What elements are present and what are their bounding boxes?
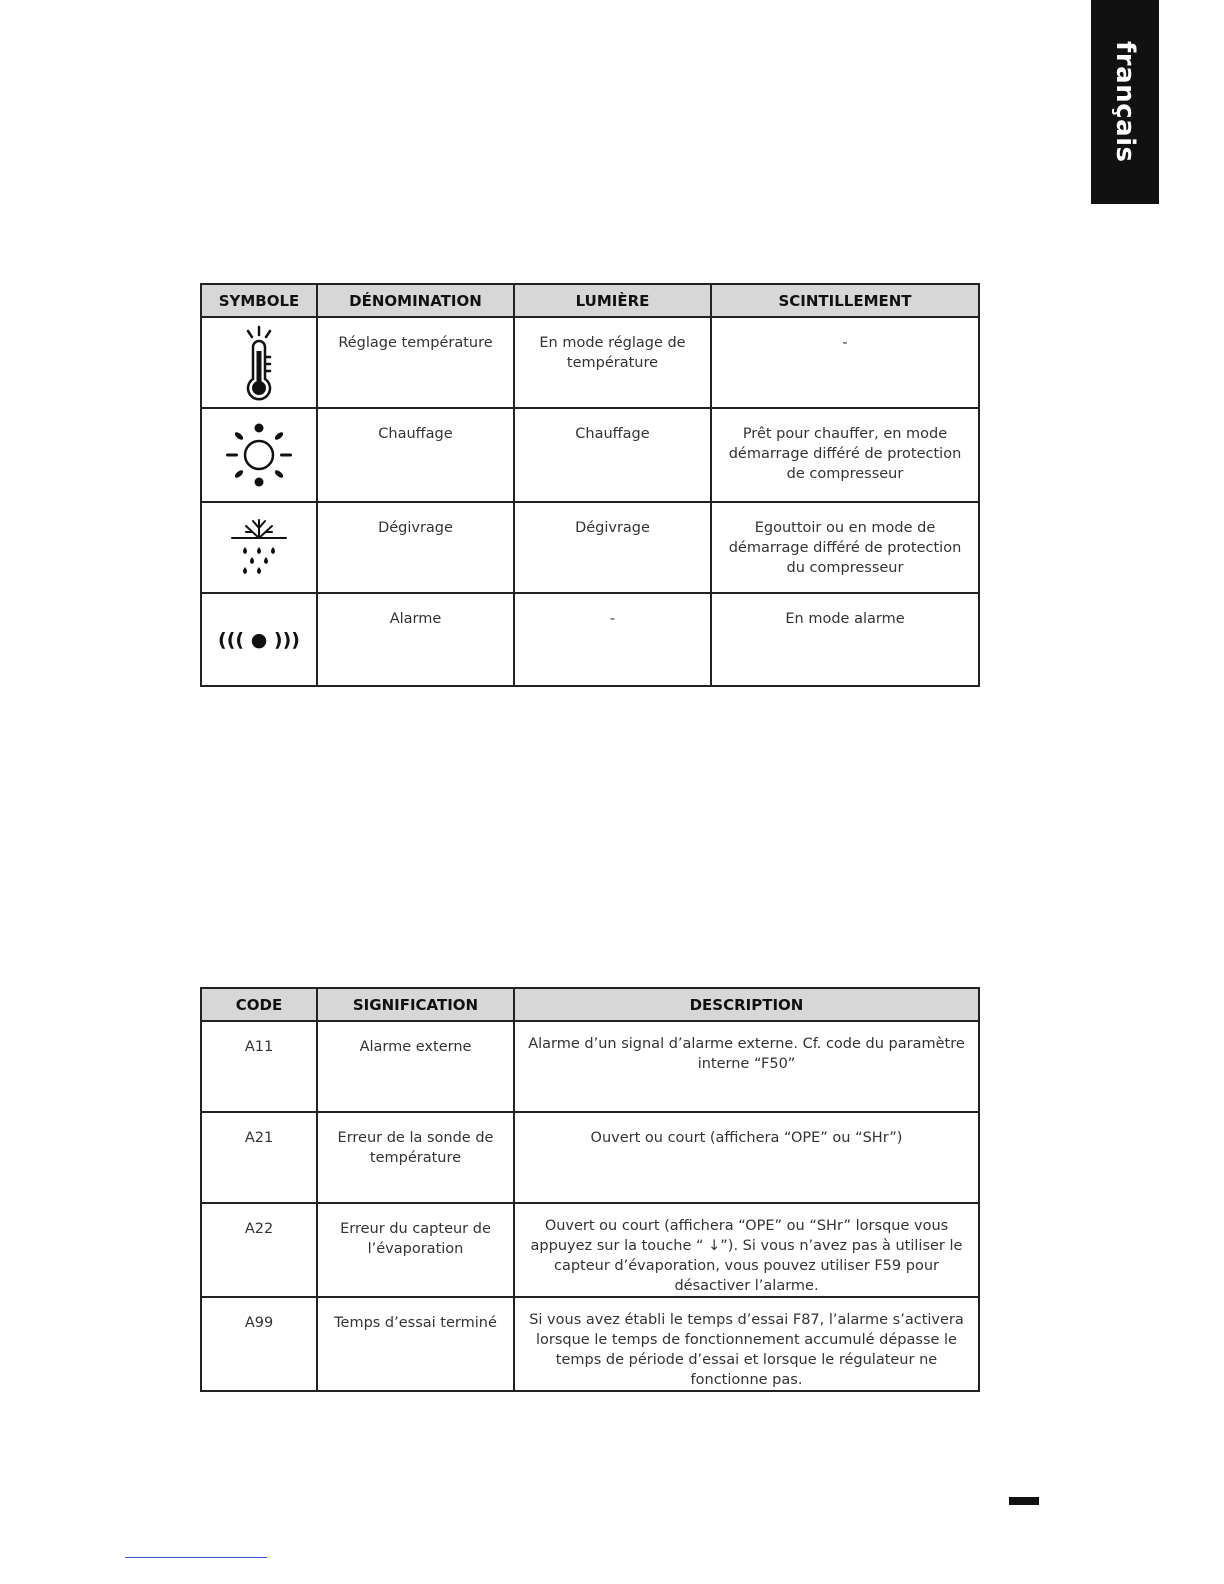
alarm-description: Ouvert ou court (affichera “OPE” ou “SHr”) <box>514 1112 979 1203</box>
symbol-light: Chauffage <box>514 408 711 502</box>
table-row <box>201 593 979 686</box>
codes-table <box>200 987 980 1392</box>
alarm-code: A11 <box>201 1021 317 1112</box>
symbol-light: Dégivrage <box>514 502 711 593</box>
page-marker <box>1009 1497 1039 1505</box>
alarm-meaning: Erreur de la sonde de température <box>317 1112 514 1203</box>
symbol-flash: Prêt pour chauffer, en mode démarrage différé de protection de compresseur <box>711 408 979 502</box>
alarm-meaning: Temps d’essai terminé <box>317 1297 514 1391</box>
symbols-table <box>200 283 980 687</box>
table-row <box>201 1297 979 1391</box>
thermometer-icon <box>234 325 284 401</box>
symbol-flash: - <box>711 317 979 408</box>
symbol-flash: En mode alarme <box>711 593 979 686</box>
table-row <box>201 1021 979 1112</box>
alarm-meaning: Erreur du capteur de l’évaporation <box>317 1203 514 1297</box>
symbol-flash: Egouttoir ou en mode de démarrage différé de protection du compresseur <box>711 502 979 593</box>
header-code: CODE <box>201 988 317 1021</box>
symbol-cell <box>201 502 317 593</box>
alarm-description: Alarme d’un signal d’alarme externe. Cf. code du paramètre interne “F50” <box>514 1021 979 1112</box>
sun-icon <box>224 423 294 487</box>
codes-table-header <box>201 988 979 1021</box>
table-row <box>201 408 979 502</box>
footnote-divider <box>125 1557 267 1558</box>
header-description: DESCRIPTION <box>514 988 979 1021</box>
alarm-icon: ((( ● ))) <box>218 628 300 651</box>
symbol-cell <box>201 408 317 502</box>
symbol-cell <box>201 593 317 686</box>
alarm-meaning: Alarme externe <box>317 1021 514 1112</box>
symbol-name: Réglage température <box>317 317 514 408</box>
symbol-light: En mode réglage de température <box>514 317 711 408</box>
table-row <box>201 502 979 593</box>
symbol-name: Dégivrage <box>317 502 514 593</box>
table-row <box>201 1112 979 1203</box>
symbol-name: Alarme <box>317 593 514 686</box>
symbol-cell <box>201 317 317 408</box>
symbol-light: - <box>514 593 711 686</box>
table-row <box>201 1203 979 1297</box>
header-name: DÉNOMINATION <box>317 284 514 317</box>
defrost-icon <box>228 516 290 580</box>
alarm-description: Ouvert ou court (affichera “OPE” ou “SHr” lorsque vous appuyez sur la touche “ ↓”). Si vous n’avez pas à utiliser le capteur d’évaporation, vous pouvez utiliser F59 pour désactiver l’alarme. <box>514 1203 979 1297</box>
alarm-description: Si vous avez établi le temps d’essai F87, l’alarme s’activera lorsque le temps de fonctionnement accumulé dépasse le temps de période d’essai et lorsque le régulateur ne fonctionne pas. <box>514 1297 979 1391</box>
header-symbol: SYMBOLE <box>201 284 317 317</box>
alarm-code: A22 <box>201 1203 317 1297</box>
header-flash: SCINTILLEMENT <box>711 284 979 317</box>
symbols-table-header <box>201 284 979 317</box>
language-tab-label: français <box>1110 41 1140 163</box>
header-meaning: SIGNIFICATION <box>317 988 514 1021</box>
symbol-name: Chauffage <box>317 408 514 502</box>
header-light: LUMIÈRE <box>514 284 711 317</box>
alarm-code: A99 <box>201 1297 317 1391</box>
alarm-code: A21 <box>201 1112 317 1203</box>
language-tab <box>1091 0 1159 204</box>
table-row <box>201 317 979 408</box>
